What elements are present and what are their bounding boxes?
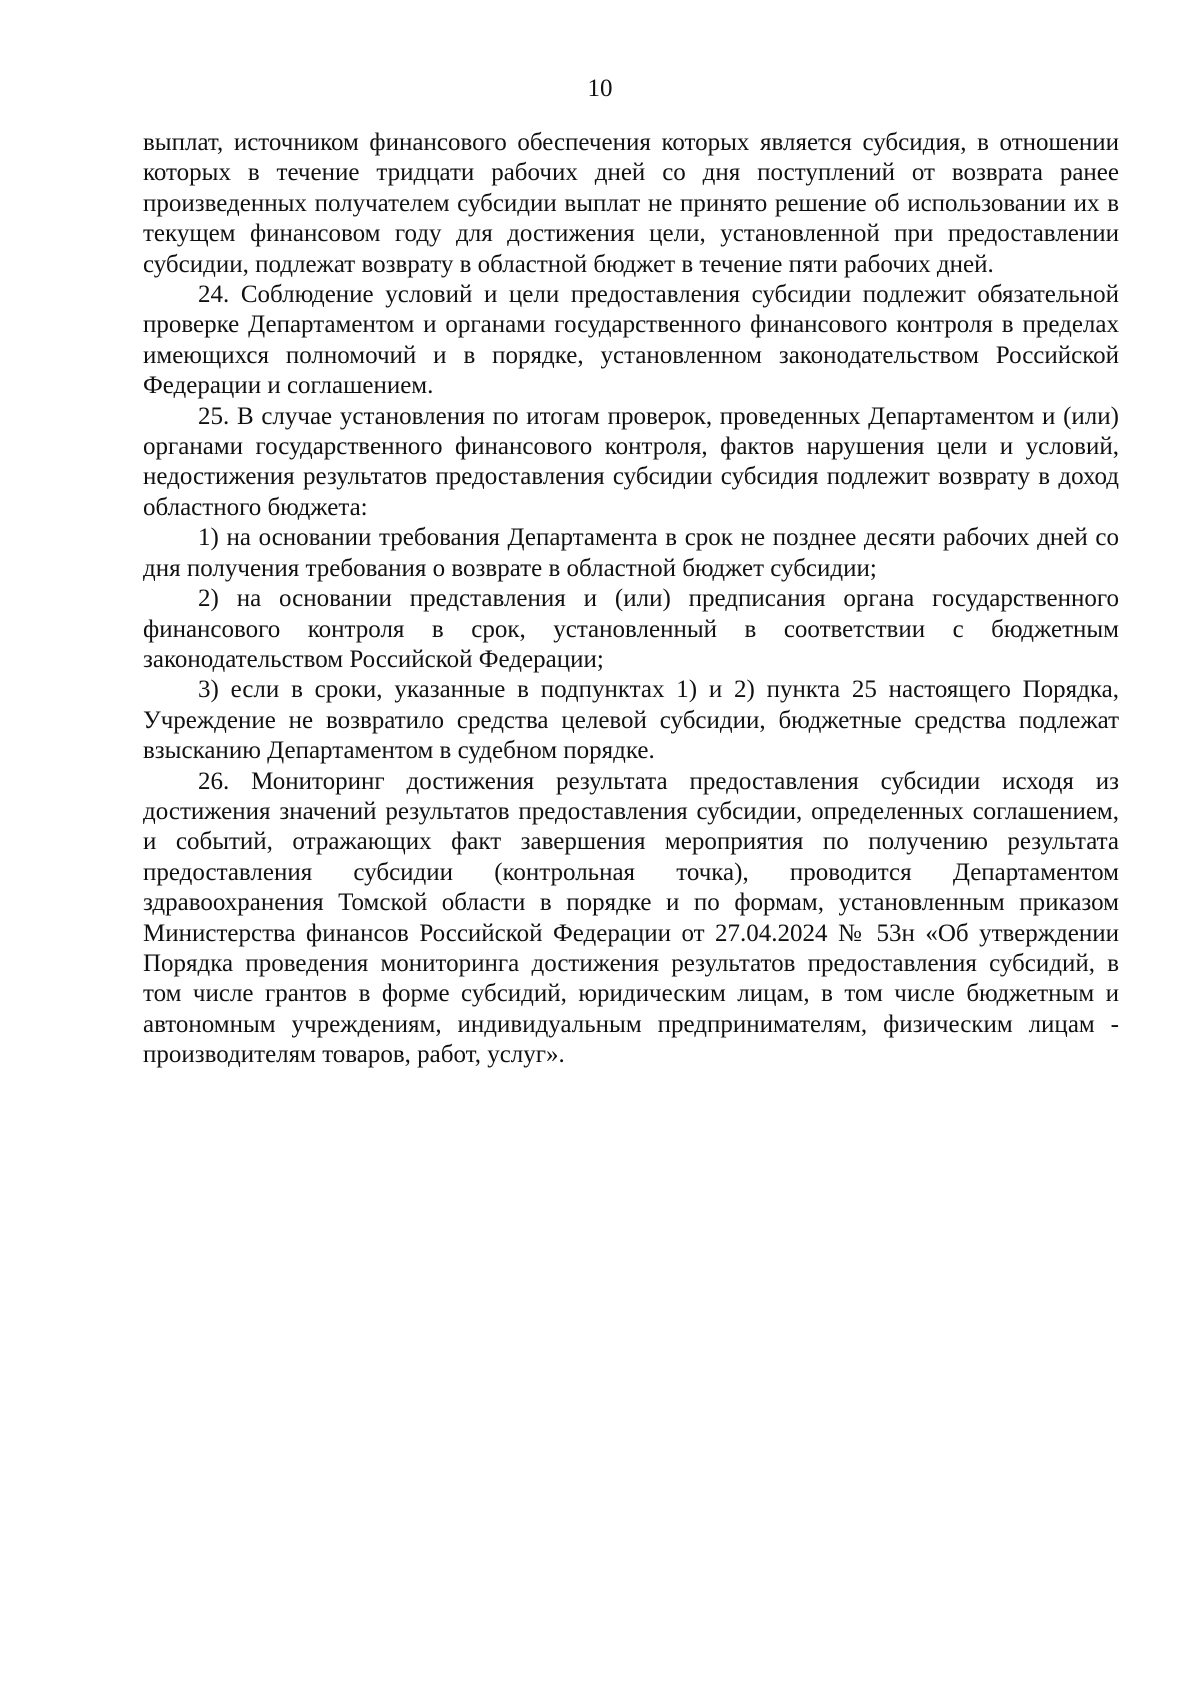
page-number: 10 [587,75,613,102]
paragraph-continuation: выплат, источником финансового обеспечения которых является субсидия, в отношении которых в течение тридцати рабочих дней со дня поступлений от возврата ранее произведенных получателем субсидии выплат не принято решение об использовании их в текущем финансовом году для достижения цели, установленной при предоставлении субсидии, подлежат возврату в областной бюджет в течение пяти рабочих дней. [143,129,1119,278]
paragraph-item-24: 24. Соблюдение условий и цели предоставления субсидии подлежит обязательной проверке Департаментом и органами государственного финансового контроля в пределах имеющихся полномочий и в порядке, установленном законодательством Российской Федерации и соглашением. [143,281,1119,400]
paragraph-subitem-2: 2) на основании представления и (или) предписания органа государственного финансового контроля в срок, установленный в соответствии с бюджетным законодательством Российской Федерации; [143,585,1119,673]
paragraph-item-25: 25. В случае установления по итогам проверок, проведенных Департаментом и (или) органами государственного финансового контроля, фактов нарушения цели и условий, недостижения результатов предоставления субсидии субсидия подлежит возврату в доход областного бюджета: [143,402,1119,521]
paragraph-subitem-1: 1) на основании требования Департамента в срок не позднее десяти рабочих дней со дня получения требования о возврате в областной бюджет субсидии; [143,524,1119,582]
paragraph-subitem-3: 3) если в сроки, указанные в подпунктах 1) и 2) пункта 25 настоящего Порядка, Учреждение не возвратило средства целевой субсидии, бюджетные средства подлежат взысканию Департаментом в судебном порядке. [143,676,1119,765]
paragraph-item-26: 26. Мониторинг достижения результата предоставления субсидии исходя из достижения значений результатов предоставления субсидии, определенных соглашением, и событий, отражающих факт завершения мероприятия по получению результата предоставления субсидии (контрольная точка), проводится Департаментом здравоохранения Томской области в порядке и по формам, установленным приказом Министерства финансов Российской Федерации от 27.04.2024 № 53н «Об утверждении Порядка проведения мониторинга достижения результатов предоставления субсидий, в том числе грантов в форме субсидий, юридическим лицам, в том числе бюджетным и автономным учреждениям, индивидуальным предпринимателям, физическим лицам - производителям товаров, работ, услуг». [143,767,1119,1069]
document-body [143,128,1119,1071]
